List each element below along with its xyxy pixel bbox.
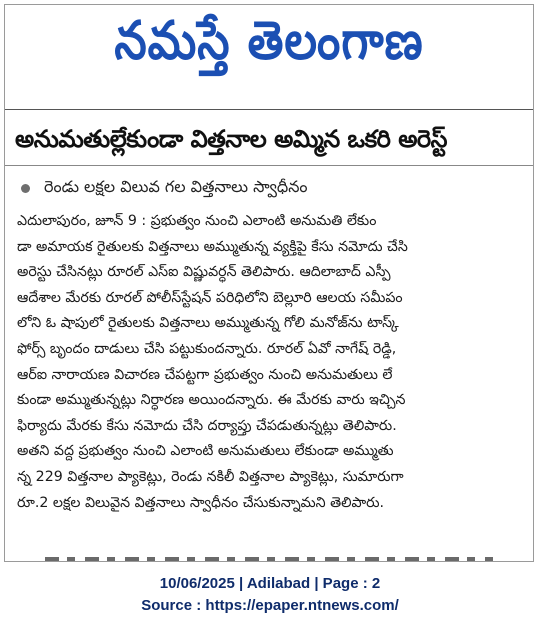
masthead <box>5 5 533 89</box>
cropped-text-remnant <box>45 554 493 562</box>
article-body-line: ఎదులాపురం, జూన్ 9 : ప్రభుత్వం నుంచి ఎలాంటి అనుమతి లేకుం <box>17 213 377 229</box>
article-body-line: ఆదేశాల మేరకు రూరల్ పోలీస్‌స్టేషన్ పరిధిలోని బెల్లూరి ఆలయ సమీపం <box>17 289 403 306</box>
article-body-line: డా అమాయక రైతులకు విత్తనాలు అమ్ముతున్న వ్యక్తిపై కేసు నమోదు చేసి <box>17 238 408 255</box>
divider-headline <box>5 165 533 166</box>
article-body-line: ఫోర్స్ బృందం దాడులు చేసి పట్టుకుందన్నారు. రూరల్ ఏవో నాగేష్ రెడ్డి, <box>17 340 397 357</box>
article-body-line: లోని ఓ షాపులో రైతులకు విత్తనాలు అమ్ముతున్న గోలి మనోజ్‌ను టాస్క్ <box>17 315 399 332</box>
footer-source: Source : https://epaper.ntnews.com/ <box>141 597 399 614</box>
bullet-icon <box>21 184 30 193</box>
article-body-line: ఫిర్యాదు మేరకు కేసు నమోదు చేసి దర్యాప్తు చేపడుతున్నట్లు తెలిపారు. <box>17 417 397 434</box>
article-headline: అనుమతుల్లేకుండా విత్తనాల అమ్మిన ఒకరి అరెస్ట్ <box>15 125 447 153</box>
cropped-text-bar <box>45 557 493 562</box>
article-body-line: అతని వద్ద ప్రభుత్వం నుంచి ఎలాంటి అనుమతులు లేకుండా అమ్ముతు <box>17 443 394 460</box>
article-body-line: కుండా అమ్ముతున్నట్లు నిర్ధారణ అయిందన్నారు. ఈ మేరకు వారు ఇచ్చిన <box>17 392 406 409</box>
newspaper-clipping <box>4 4 534 562</box>
article-subheadline: రెండు లక్షల విలువ గల విత్తనాలు స్వాధీనం <box>44 176 308 196</box>
article-subheadline-row <box>21 173 523 203</box>
article-body <box>17 209 523 516</box>
article-body-line: రూ.2 లక్షల విలువైన విత్తనాలు స్వాధీనం చేసుకున్నామని తెలిపారు. <box>17 494 385 511</box>
article-body-line: అరెస్టు చేసినట్లు రూరల్ ఎస్ఐ విష్ణువర్ధన్ తెలిపారు. ఆదిలాబాద్ ఎస్పీ <box>17 264 391 281</box>
divider-top <box>5 109 533 110</box>
footer-meta: 10/06/2025 | Adilabad | Page : 2 <box>159 575 381 592</box>
article-body-line: ఆర్ఐ నారాయణ విచారణ చేపట్టగా ప్రభుత్వం నుంచి అనుమతులు లే <box>17 366 393 383</box>
masthead-logo: నమస్తే తెలంగాణ <box>114 9 424 72</box>
article-body-line: న్న 229 విత్తనాల ప్యాకెట్లు, రెండు నకిలీ విత్తనాల ప్యాకెట్లు, సుమారుగా <box>17 468 404 485</box>
